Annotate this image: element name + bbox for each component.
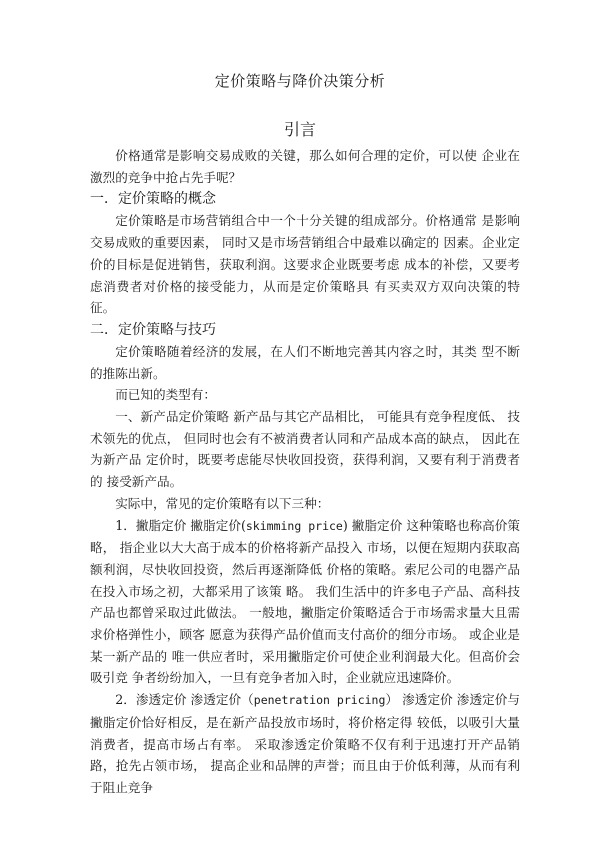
skimming-paragraph [90, 515, 520, 690]
section1-paragraph: 定价策略是市场营销组合中一个十分关键的组成部分。价格通常 是影响交易成败的重要因素， 同时又是市场营销组合中最难以确定的 因素。企业定价的目标是促进销售，获取利润。这要求企业既要考虑 成本的补偿，又要考虑消费者对价格的接受能力，从而是定价策略具 有买卖双方双向决策的特征。 [90, 213, 520, 316]
intro-heading: 引言 [283, 120, 316, 139]
penetration-text: ） 渗透定价 渗透定价与撇脂定价恰好相反，是在新产品投放市场时，将价格定得 较低，以吸引大量消费者，提高市场占有率。 采取渗透定价策略不仅有利于迅速打开产品销路，抢先占领市场， 提高企业和品牌的声誉；而且由于价低利薄，从而有利于阻止竞争 [90, 692, 520, 795]
section2-paragraph-3: 一、新产品定价策略 新产品与其它产品相比， 可能具有竞争程度低、 技术领先的优点， 但同时也会有不被消费者认同和产品成本高的缺点， 因此在为新产品 定价时，既要考虑能尽快收回投资，获得利润，又要有利于消费者的 接受新产品。 [90, 409, 520, 490]
penetration-lead: 2．渗透定价 渗透定价（ [115, 692, 254, 708]
skimming-text: ) 撇脂定价 这种策略也称高价策略， 指企业以大大高于成本的价格将新产品投入 市场，以便在短期内获取高额利润，尽快收回投资，然后再逐渐降低 价格的策略。索尼公司的电器产品在投入市场之初，大都采用了该策 略。 我们生活中的许多电子产品、高科技产品也都曾采取过此做法。 一般地，撇脂定价策略适合于市场需求量大且需求价格弹性小，顾客 愿意为获得产品价值而支付高价的细分市场。 或企业是某一新产品的 唯一供应者时，采用撇脂定价可使企业利润最大化。但高价会吸引竞 争者纷纷加入，一旦有竞争者加入时，企业就应迅速降价。 [90, 517, 520, 686]
skimming-lead: 1．撇脂定价 撇脂定价( [115, 517, 246, 533]
document-title: 定价策略与降价决策分析 [214, 72, 386, 90]
section2-paragraph-2: 而已知的类型有： [115, 387, 216, 403]
document-body [90, 145, 520, 799]
section2-heading: 二．定价策略与技巧 [90, 321, 216, 338]
section2-paragraph-1: 定价策略随着经济的发展，在人们不断地完善其内容之时，其类 型不断的推陈出新。 [90, 343, 520, 381]
section2-paragraph-4: 实际中，常见的定价策略有以下三种： [115, 495, 330, 511]
skimming-term: skimming price [245, 518, 343, 533]
intro-paragraph: 价格通常是影响交易成败的关键，那么如何合理的定价，可以使 企业在激烈的竞争中抢占先手呢？ [90, 148, 520, 185]
penetration-term: penetration pricing [253, 693, 386, 708]
penetration-paragraph [90, 689, 520, 799]
section1-heading: 一．定价策略的概念 [90, 191, 216, 208]
